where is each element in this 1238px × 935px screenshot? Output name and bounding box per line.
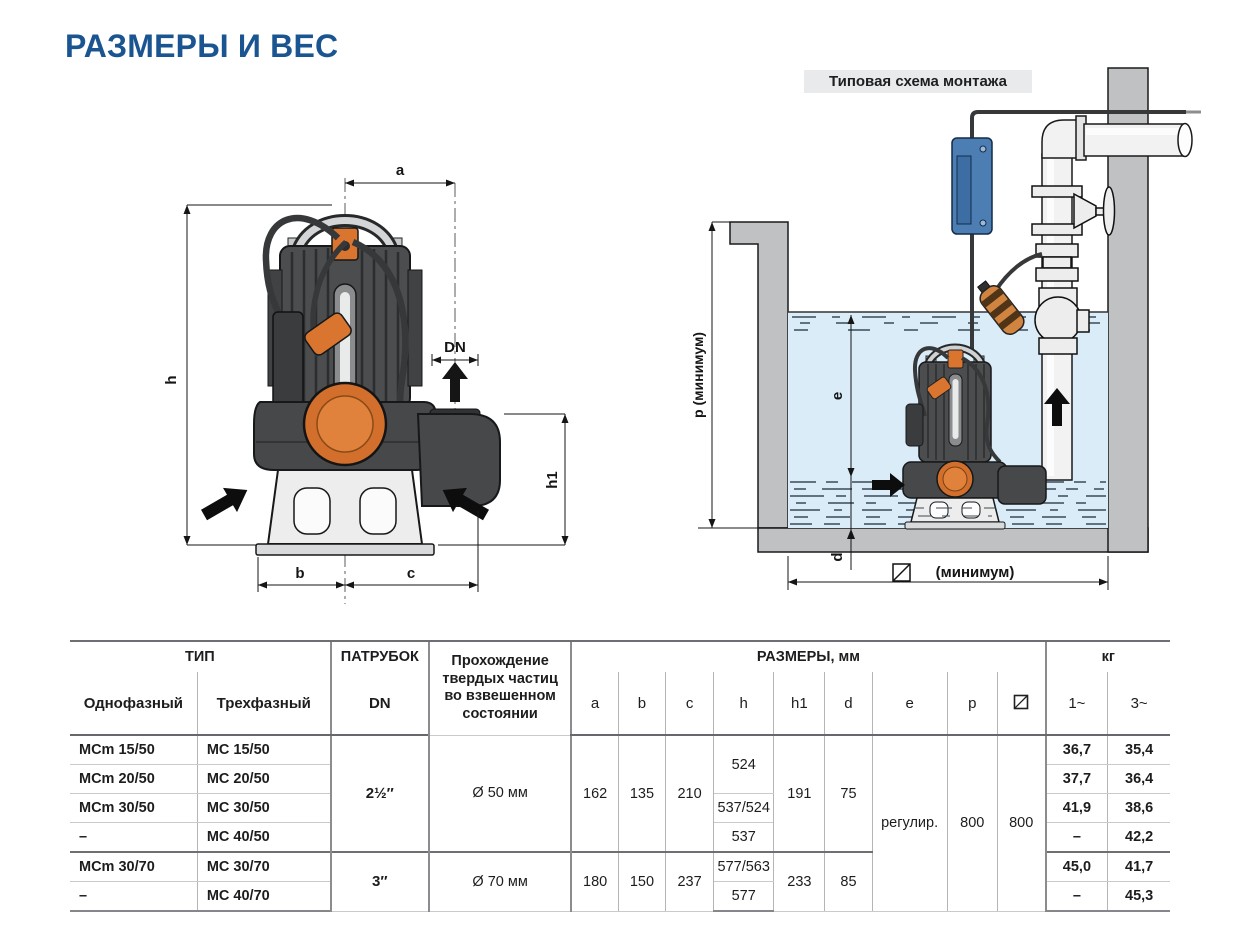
installation-title: Типовая схема монтажа (804, 70, 1032, 93)
dim-d-label: d (829, 552, 846, 562)
model-single: – (70, 882, 197, 912)
header-three-phase: Трехфазный (197, 672, 330, 735)
dim-b-value: 135 (618, 735, 665, 852)
dim-d-value: 75 (825, 735, 872, 852)
header-type: ТИП (70, 641, 331, 672)
header-weight: кг (1046, 641, 1170, 672)
weight-3ph-value: 45,3 (1108, 882, 1170, 912)
dim-c-value: 237 (666, 852, 714, 911)
pump-gland (948, 350, 963, 368)
dim-square-value: 800 (997, 735, 1045, 911)
installation-svg (690, 58, 1210, 603)
dim-a-label: a (395, 162, 405, 179)
dn-value: 2½″ (331, 735, 429, 852)
dim-dn (432, 339, 478, 402)
model-single: MCm 15/50 (70, 735, 197, 765)
dim-h-value: 537/524 (714, 794, 774, 823)
dimensions-weight-table (70, 640, 1170, 912)
pipe-elbow (1042, 120, 1080, 158)
model-single: MCm 30/70 (70, 852, 197, 882)
dim-h-value: 577/563 (714, 852, 774, 882)
header-dim-e: e (872, 672, 947, 735)
header-weight-1ph: 1~ (1046, 672, 1108, 735)
weight-3ph-value: 36,4 (1108, 765, 1170, 794)
installation-drawing (690, 58, 1210, 603)
dim-c-label: c (406, 565, 416, 582)
strainer-base (268, 470, 422, 544)
model-three: MC 30/50 (197, 794, 330, 823)
base-plate (256, 544, 434, 555)
header-dim-a: a (571, 672, 618, 735)
motor-fin-right (408, 270, 422, 386)
header-dim-h1: h1 (774, 672, 825, 735)
weight-3ph-value: 41,7 (1108, 852, 1170, 882)
header-port: ПАТРУБОК (331, 641, 429, 672)
header-dim-h: h (714, 672, 774, 735)
model-single: – (70, 823, 197, 853)
header-weight-3ph: 3~ (1108, 672, 1170, 735)
weight-1ph-value: – (1046, 823, 1108, 853)
weight-1ph-value: 41,9 (1046, 794, 1108, 823)
model-single: MCm 30/50 (70, 794, 197, 823)
dim-a (345, 162, 455, 187)
pump-duct (998, 466, 1046, 504)
pit-left-wall (730, 222, 788, 528)
model-three: MC 15/50 (197, 735, 330, 765)
suction-arrow-left (197, 478, 254, 527)
header-dim-d: d (825, 672, 872, 735)
header-dim-p: p (947, 672, 997, 735)
model-three: MC 30/70 (197, 852, 330, 882)
pipe-union (1036, 244, 1078, 281)
capacitor-box (273, 312, 303, 410)
dim-b-value: 150 (618, 852, 665, 911)
dim-p-label: p (минимум) (690, 332, 706, 418)
weight-1ph-value: – (1046, 882, 1108, 912)
dim-a-value: 162 (571, 735, 618, 852)
dim-b-label: b (295, 565, 305, 582)
dim-h-value: 537 (714, 823, 774, 853)
dim-h-value: 577 (714, 882, 774, 912)
dim-c-value: 210 (666, 735, 714, 852)
page-title: РАЗМЕРЫ И ВЕС (65, 28, 339, 64)
dim-h1-value: 191 (774, 735, 825, 852)
weight-3ph-value: 42,2 (1108, 823, 1170, 853)
weight-1ph-value: 37,7 (1046, 765, 1108, 794)
model-three: MC 20/50 (197, 765, 330, 794)
weight-1ph-value: 36,7 (1046, 735, 1108, 765)
solids-value: Ø 50 мм (429, 735, 571, 852)
dim-h-label: h (163, 375, 180, 385)
dim-a-value: 180 (571, 852, 618, 911)
dim-h1-value: 233 (774, 852, 825, 911)
dim-p-value: 800 (947, 735, 997, 911)
dim-e-label: e (829, 391, 846, 401)
pump-strainer (911, 498, 999, 522)
header-dn: DN (331, 672, 429, 735)
solids-value: Ø 70 мм (429, 852, 571, 911)
pump-drawing-svg (160, 152, 590, 617)
header-solids: Прохождение твердых частиц во взвешенном состоянии (429, 641, 571, 735)
model-single: MCm 20/50 (70, 765, 197, 794)
pipe-end (1178, 124, 1192, 157)
dim-d-value: 85 (825, 852, 872, 911)
dim-h1-label: h1 (544, 471, 561, 489)
pit-floor (758, 528, 1148, 552)
header-dim-square (997, 672, 1045, 735)
valve-handwheel (1104, 187, 1115, 235)
header-dimensions: РАЗМЕРЫ, мм (571, 641, 1045, 672)
dim-h-value: 524 (714, 735, 774, 794)
weight-3ph-value: 35,4 (1108, 735, 1170, 765)
flow-up-arrow (442, 362, 468, 402)
dim-e-value: регулир. (872, 735, 947, 911)
header-single-phase: Однофазный (70, 672, 197, 735)
dim-dn-label: DN (444, 339, 466, 356)
weight-3ph-value: 38,6 (1108, 794, 1170, 823)
square-diagonal-icon (1013, 694, 1029, 710)
model-three: MC 40/70 (197, 882, 330, 912)
pump-dimension-drawing (160, 152, 590, 617)
dim-min-label: (минимум) (935, 564, 1015, 581)
header-dim-b: b (618, 672, 665, 735)
header-dim-c: c (666, 672, 714, 735)
weight-1ph-value: 45,0 (1046, 852, 1108, 882)
model-three: MC 40/50 (197, 823, 330, 853)
dn-value: 3″ (331, 852, 429, 911)
